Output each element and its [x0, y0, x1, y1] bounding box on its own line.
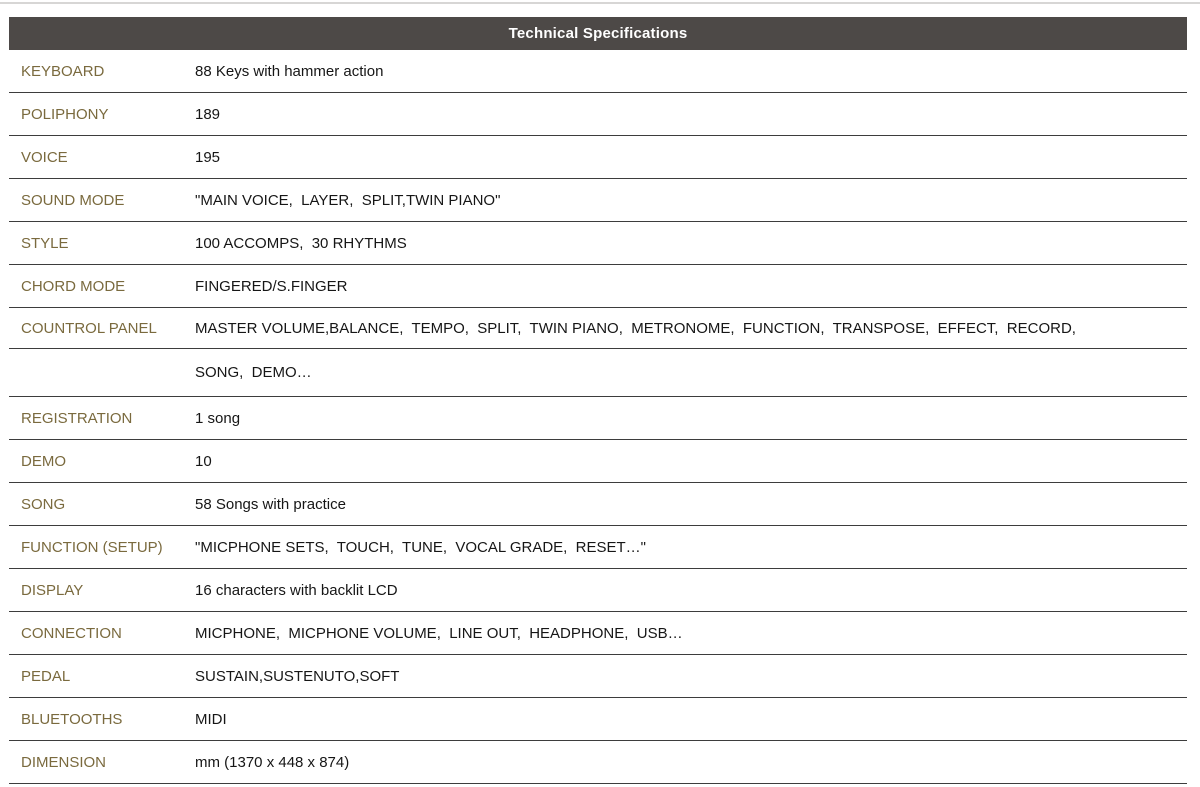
spec-row-countrol-panel [9, 308, 1187, 349]
spec-value: 88 Keys with hammer action [195, 62, 384, 80]
spec-row-style [9, 222, 1187, 265]
spec-row-chord-mode [9, 265, 1187, 308]
spec-value: 189 [195, 105, 221, 123]
spec-label: BLUETOOTHS [21, 710, 123, 728]
spec-label: COUNTROL PANEL [21, 319, 157, 337]
spec-label: DISPLAY [21, 581, 84, 599]
spec-value: 58 Songs with practice [195, 495, 346, 513]
spec-value: FINGERED/S.FINGER [195, 277, 348, 295]
spec-label: CHORD MODE [21, 277, 126, 295]
spec-label: CONNECTION [21, 624, 122, 642]
spec-value: mm (1370 x 448 x 874) [195, 753, 350, 771]
spec-value: 100 ACCOMPS, 30 RHYTHMS [195, 234, 407, 252]
spec-label: DEMO [21, 452, 66, 470]
spec-row-bluetooths [9, 698, 1187, 741]
spec-value: SONG, DEMO… [195, 364, 312, 381]
spec-value: "MAIN VOICE, LAYER, SPLIT,TWIN PIANO" [195, 191, 501, 209]
spec-value: 10 [195, 452, 212, 470]
spec-table [9, 17, 1187, 784]
spec-row-display [9, 569, 1187, 612]
spec-label: POLIPHONY [21, 105, 109, 123]
spec-row-sound-mode [9, 179, 1187, 222]
spec-row-pedal [9, 655, 1187, 698]
spec-row-song [9, 483, 1187, 526]
table-title-bar [9, 17, 1187, 50]
spec-label: REGISTRATION [21, 409, 133, 427]
spec-label: KEYBOARD [21, 62, 105, 80]
spec-row-registration [9, 397, 1187, 440]
spec-label: SONG [21, 495, 66, 513]
spec-value: 1 song [195, 409, 241, 427]
spec-value: 16 characters with backlit LCD [195, 581, 398, 599]
spec-row-demo [9, 440, 1187, 483]
spec-value: MASTER VOLUME,BALANCE, TEMPO, SPLIT, TWIN PIANO, METRONOME, FUNCTION, TRANSPOSE, EFFECT, RECORD, [195, 319, 1076, 337]
spec-row-function-setup [9, 526, 1187, 569]
table-title: Technical Specifications [508, 25, 688, 42]
spec-value: MICPHONE, MICPHONE VOLUME, LINE OUT, HEADPHONE, USB… [195, 624, 683, 642]
spec-row-countrol-panel-continued [9, 349, 1187, 397]
spec-value: MIDI [195, 710, 227, 728]
spec-value: 195 [195, 148, 221, 166]
spec-row-voice [9, 136, 1187, 179]
top-divider [0, 2, 1200, 4]
spec-label: FUNCTION (SETUP) [21, 538, 163, 556]
spec-value: "MICPHONE SETS, TOUCH, TUNE, VOCAL GRADE, RESET…" [195, 538, 647, 556]
spec-label: VOICE [21, 148, 68, 166]
spec-label: DIMENSION [21, 753, 107, 771]
spec-label: PEDAL [21, 667, 71, 685]
spec-row-poliphony [9, 93, 1187, 136]
spec-row-dimension [9, 741, 1187, 784]
spec-row-keyboard [9, 50, 1187, 93]
spec-label: SOUND MODE [21, 191, 125, 209]
spec-value: SUSTAIN,SUSTENUTO,SOFT [195, 667, 400, 685]
spec-label: STYLE [21, 234, 69, 252]
spec-row-connection [9, 612, 1187, 655]
